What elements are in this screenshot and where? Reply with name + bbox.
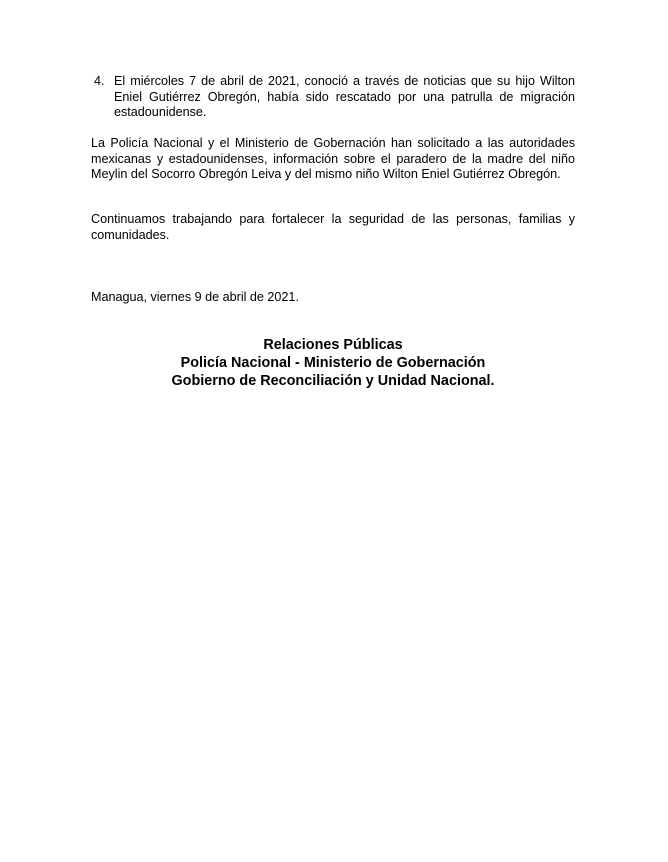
list-item-number: 4. [94,74,105,88]
list-item [94,74,575,121]
paragraph-continued-work: Continuamos trabajando para fortalecer la seguridad de las personas, familias y comunidades. [91,212,575,242]
signature-line-institutions: Policía Nacional - Ministerio de Gobernación [180,355,486,371]
list-item-text: El miércoles 7 de abril de 2021, conoció a través de noticias que su hijo Wilton Eniel Gutiérrez Obregón, había sido rescatado por una patrulla de migración estadounidense. [114,74,575,120]
paragraph-authorities-request: La Policía Nacional y el Ministerio de Gobernación han solicitado a las autoridades mexicanas y estadounidenses, información sobre el paradero de la madre del niño Meylin del Socorro Obregón Leiva y del mismo niño Wilton Eniel Gutiérrez Obregón. [91,136,575,182]
signature-block [91,336,575,390]
signature-line-government: Gobierno de Reconciliación y Unidad Nacional. [171,373,495,389]
date-line: Managua, viernes 9 de abril de 2021. [91,290,299,304]
signature-line-public-relations: Relaciones Públicas [263,337,403,353]
